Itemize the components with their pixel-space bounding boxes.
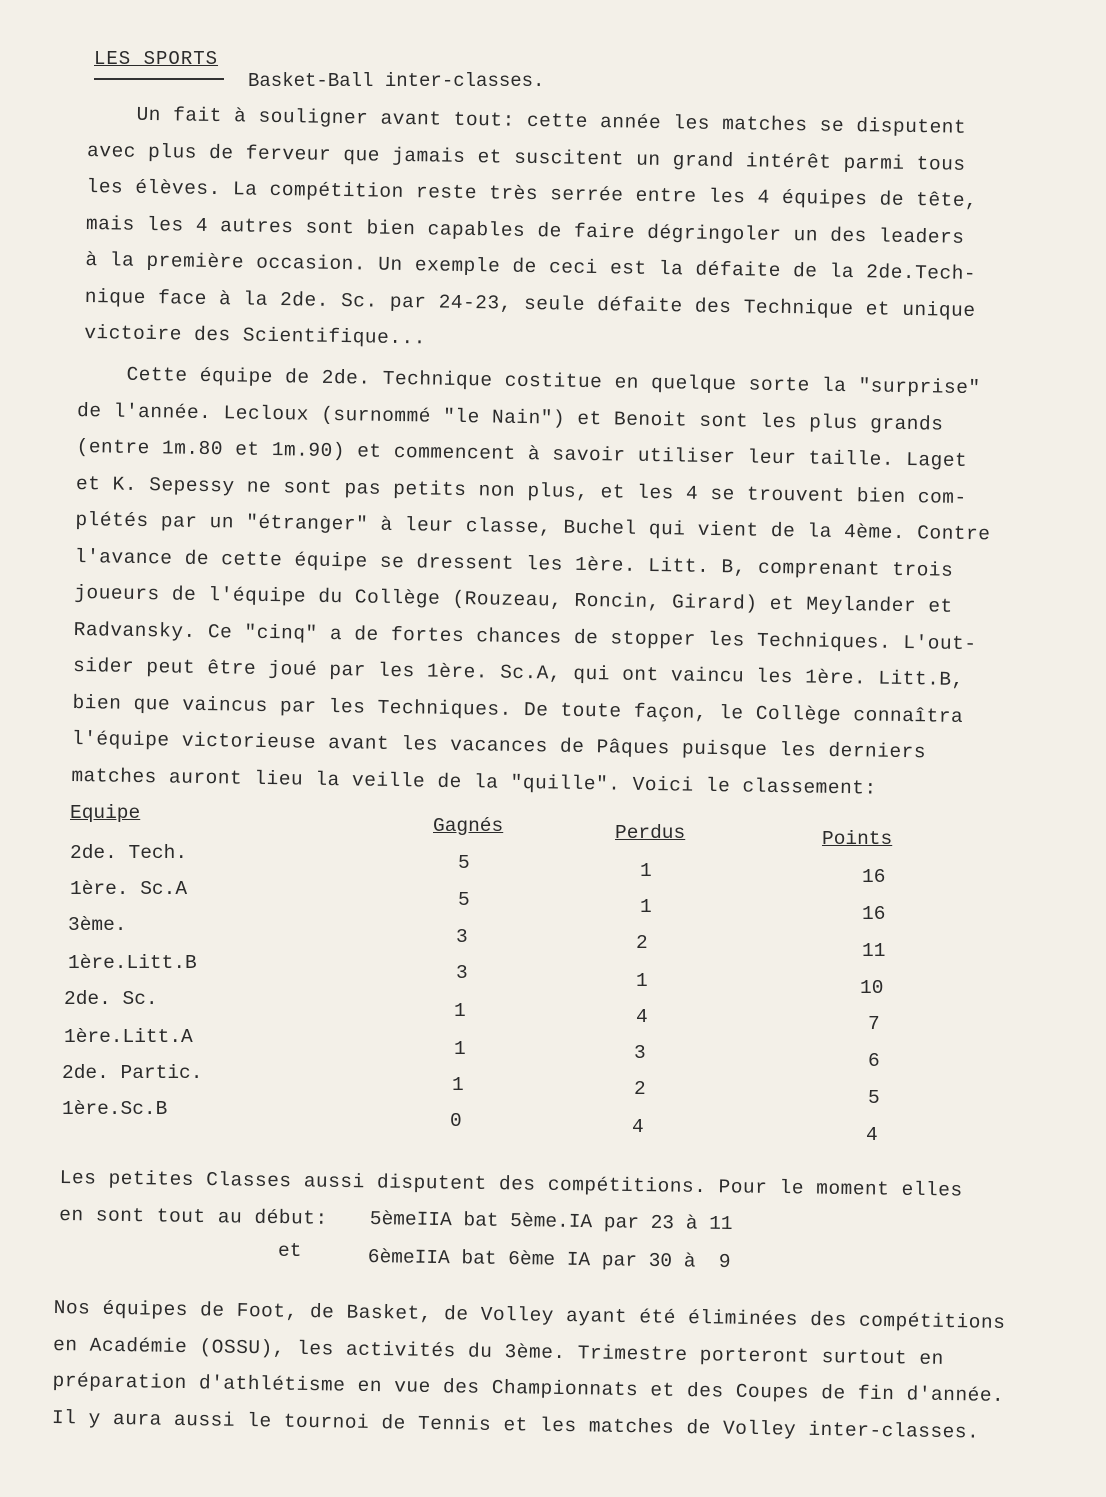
table-row-points: 6: [868, 1050, 880, 1072]
table-row-points: 4: [866, 1124, 878, 1146]
table-row-won: 1: [454, 1038, 466, 1060]
table-row-points: 7: [868, 1013, 880, 1035]
table-row-lost: 2: [636, 932, 648, 954]
article-subtitle: Basket-Ball inter-classes.: [248, 70, 545, 92]
table-row-team: 2de. Partic.: [62, 1062, 203, 1084]
table-row-points: 5: [868, 1087, 880, 1109]
table-row-team: 2de. Tech.: [70, 842, 188, 864]
table-row-lost: 1: [640, 860, 652, 882]
table-row-team: 1ère.Litt.B: [68, 952, 197, 974]
header-points: Points: [822, 828, 893, 850]
header-lost: Perdus: [615, 822, 686, 844]
table-row-team: 1ère. Sc.A: [70, 878, 188, 900]
section-title: LES SPORTS: [94, 48, 219, 70]
table-row-team: 1ère.Sc.B: [62, 1098, 168, 1120]
table-row-won: 5: [458, 889, 470, 911]
table-row-points: 10: [860, 977, 884, 999]
table-row-team: 2de. Sc.: [64, 988, 158, 1010]
table-row-won: 5: [458, 852, 470, 874]
header-won: Gagnés: [433, 815, 504, 837]
table-row-won: 1: [452, 1074, 464, 1096]
table-row-points: 11: [862, 940, 886, 962]
paragraph-third-term: Nos équipes de Foot, de Basket, de Volley ayant été éliminées des compétitions en Académie (OSSU), les activités du 3ème. Trimestre porteront surtout en préparation d'athlétisme en vue des Championnats et des Coupes de fin d'année. Il y aura aussi le tournoi de Tennis et les matches de Volley inter-classes.: [51, 1296, 1006, 1444]
score-line-5eme: 5èmeIIA bat 5ème.IA par 23 à 11: [369, 1208, 733, 1236]
table-row-lost: 1: [636, 970, 648, 992]
table-row-lost: 4: [632, 1116, 644, 1138]
table-row-won: 3: [456, 926, 468, 948]
table-row-team: 1ère.Litt.A: [64, 1026, 193, 1048]
table-row-lost: 1: [640, 896, 652, 918]
score-line-6eme: 6èmeIIA bat 6ème IA par 30 à 9: [367, 1246, 731, 1274]
table-row-won: 3: [456, 962, 468, 984]
paragraph-small-classes: Les petites Classes aussi disputent des compétitions. Pour le moment elles en sont tout au début:: [59, 1166, 963, 1230]
table-row-won: 1: [454, 1000, 466, 1022]
table-row-team: 3ème.: [68, 914, 127, 936]
score-connector: et: [278, 1240, 302, 1262]
table-row-lost: 3: [634, 1042, 646, 1064]
paragraph-technique-team: Cette équipe de 2de. Technique costitue en quelque sorte la "surprise" de l'année. Lecloux (surnommé "le Nain") et Benoit sont les plus grands (entre 1m.80 et 1m.90) et commencent à savoir utiliser leur taille. Laget et K. Sepessy ne sont pas petits non plus, et les 4 se trouvent bien com- plétés par un "étranger" à leur classe, Buchel qui vient de la 4ème. Contre l'avance de cette équipe se dressent les 1ère. Litt. B, comprenant trois joueurs de l'équipe du Collège (Rouzeau, Roncin, Girard) et Meylander et Radvansky. Ce "cinq" a de fortes chances de stopper les Techniques. L'out- sider peut être joué par les 1ère. Sc.A, qui ont vaincu les 1ère. Litt.B, bien que vaincus par les Techniques. De toute façon, le Collège connaîtra l'équipe victorieuse avant les vacances de Pâques puisque les derniers matches auront lieu la veille de la "quille". Voici le classement:: [71, 362, 991, 800]
table-row-points: 16: [862, 903, 886, 925]
paragraph-intro: Un fait à souligner avant tout: cette année les matches se disputent avec plus de ferveur que jamais et suscitent un grand intérêt parmi tous les élèves. La compétition reste très serrée entre les 4 équipes de tête, mais les 4 autres sont bien capables de faire dégringoler un des leaders à la première occasion. Un exemple de ceci est la défaite de la 2de.Tech- nique face à la 2de. Sc. par 24-23, seule défaite des Technique et unique victoire des Scientifique...: [84, 102, 978, 350]
table-row-lost: 4: [636, 1006, 648, 1028]
table-row-won: 0: [450, 1110, 462, 1132]
table-row-points: 16: [862, 866, 886, 888]
table-row-lost: 2: [634, 1078, 646, 1100]
header-team: Equipe: [70, 802, 141, 824]
